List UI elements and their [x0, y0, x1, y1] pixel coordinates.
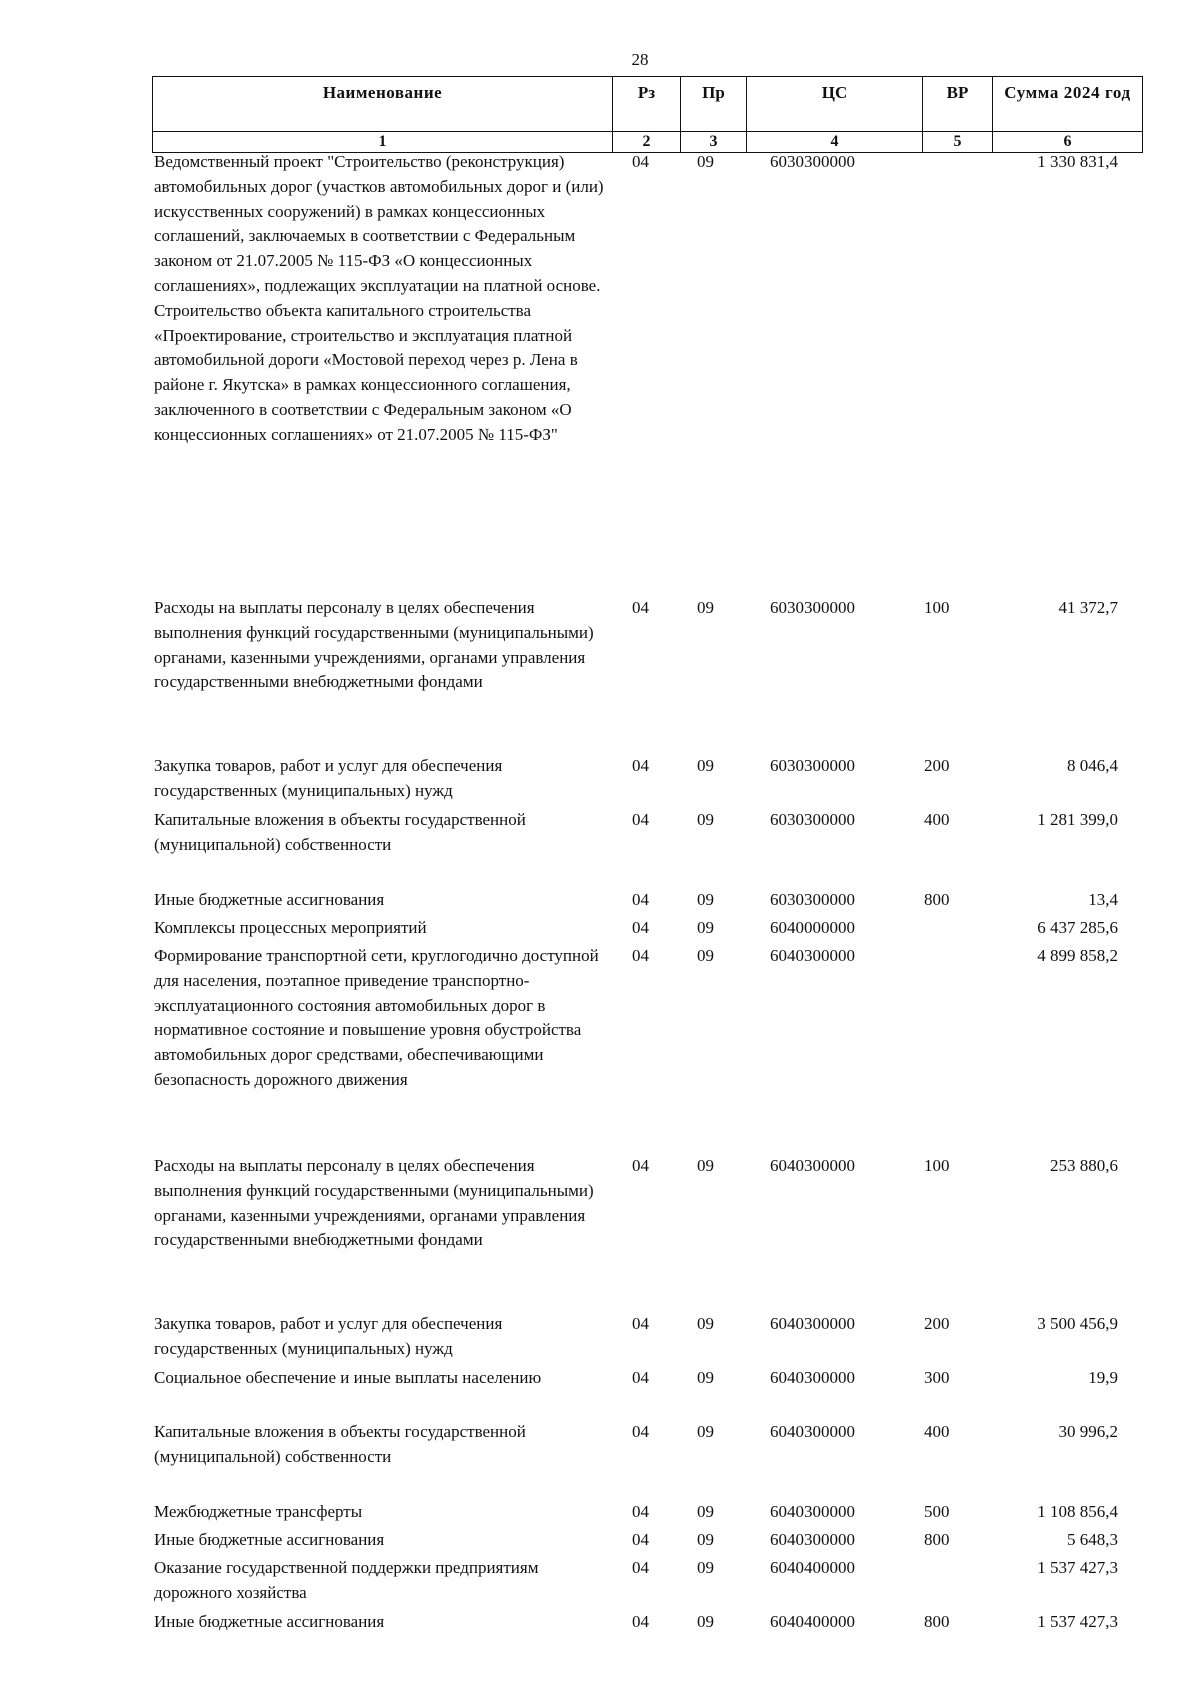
column-header-cs: ЦС	[747, 77, 923, 132]
row-cs: 6030300000	[770, 598, 855, 617]
row-rz: 04	[632, 1502, 649, 1521]
row-vr: 300	[924, 1368, 950, 1387]
row-cs: 6030300000	[770, 890, 855, 909]
row-rz: 04	[632, 152, 649, 171]
column-number: 4	[747, 132, 923, 153]
row-pr: 09	[697, 890, 714, 909]
row-name: Закупка товаров, работ и услуг для обеспечения государственных (муниципальных) нужд	[154, 1314, 503, 1358]
column-number: 5	[923, 132, 993, 153]
row-pr: 09	[697, 1368, 714, 1387]
row-vr: 200	[924, 756, 950, 775]
row-rz: 04	[632, 1612, 649, 1631]
row-vr: 800	[924, 1530, 950, 1549]
row-sum: 19,9	[1088, 1368, 1118, 1387]
row-sum: 253 880,6	[1050, 1156, 1118, 1175]
row-name: Иные бюджетные ассигнования	[154, 1530, 385, 1549]
row-rz: 04	[632, 1558, 649, 1577]
row-name: Социальное обеспечение и иные выплаты населению	[154, 1368, 542, 1387]
column-number: 6	[993, 132, 1143, 153]
row-pr: 09	[697, 1314, 714, 1333]
row-name: Формирование транспортной сети, круглогодично доступной для населения, поэтапное приведение транспортно-эксплуатационного состояния автомобильных дорог в нормативное состояние и повышение уровня обустройства автомобильных дорог средствами, обеспечивающими безопасность дорожного движения	[154, 946, 599, 1089]
row-cs: 6030300000	[770, 756, 855, 775]
row-pr: 09	[697, 1502, 714, 1521]
column-header-rz: Рз	[613, 77, 681, 132]
row-name: Межбюджетные трансферты	[154, 1502, 363, 1521]
row-cs: 6030300000	[770, 810, 855, 829]
row-pr: 09	[697, 918, 714, 937]
row-rz: 04	[632, 1530, 649, 1549]
row-sum: 1 537 427,3	[1037, 1558, 1118, 1577]
page-number: 28	[631, 50, 649, 69]
row-rz: 04	[632, 810, 649, 829]
table-header	[152, 76, 1143, 153]
column-header-sum: Сумма 2024 год	[993, 77, 1143, 132]
row-sum: 5 648,3	[1067, 1530, 1118, 1549]
column-header-name: Наименование	[153, 77, 613, 132]
row-cs: 6030300000	[770, 152, 855, 171]
row-pr: 09	[697, 946, 714, 965]
row-pr: 09	[697, 598, 714, 617]
row-rz: 04	[632, 918, 649, 937]
row-cs: 6040400000	[770, 1558, 855, 1577]
row-name: Ведомственный проект "Строительство (реконструкция) автомобильных дорог (участков автомобильных дорог и (или) искусственных сооружений) в рамках концессионных соглашений, заключаемых в соответствии с Федеральным законом от 21.07.2005 № 115-ФЗ «О концессионных соглашениях», подлежащих эксплуатации на платной основе. Строительство объекта капитального строительства «Проектирование, строительство и эксплуатация платной автомобильной дороги «Мостовой переход через р. Лена в районе г. Якутска» в рамках концессионного соглашения, заключенного в соответствии с Федеральным законом «О концессионных соглашениях» от 21.07.2005 № 115-ФЗ"	[154, 152, 604, 444]
row-rz: 04	[632, 1422, 649, 1441]
row-cs: 6040300000	[770, 1502, 855, 1521]
row-cs: 6040000000	[770, 918, 855, 937]
row-name: Иные бюджетные ассигнования	[154, 1612, 385, 1631]
row-sum: 3 500 456,9	[1037, 1314, 1118, 1333]
row-sum: 1 108 856,4	[1037, 1502, 1118, 1521]
column-number: 3	[681, 132, 747, 153]
row-cs: 6040300000	[770, 1314, 855, 1333]
row-vr: 200	[924, 1314, 950, 1333]
row-name: Оказание государственной поддержки предприятиям дорожного хозяйства	[154, 1558, 539, 1602]
row-pr: 09	[697, 152, 714, 171]
row-sum: 41 372,7	[1058, 598, 1118, 617]
row-vr: 400	[924, 1422, 950, 1441]
row-pr: 09	[697, 1530, 714, 1549]
row-pr: 09	[697, 1612, 714, 1631]
row-name: Капитальные вложения в объекты государственной (муниципальной) собственности	[154, 1422, 526, 1466]
row-vr: 400	[924, 810, 950, 829]
row-cs: 6040300000	[770, 1530, 855, 1549]
row-cs: 6040300000	[770, 1368, 855, 1387]
row-name: Иные бюджетные ассигнования	[154, 890, 385, 909]
row-sum: 8 046,4	[1067, 756, 1118, 775]
row-name: Закупка товаров, работ и услуг для обеспечения государственных (муниципальных) нужд	[154, 756, 503, 800]
row-vr: 800	[924, 890, 950, 909]
row-rz: 04	[632, 890, 649, 909]
row-rz: 04	[632, 946, 649, 965]
row-name: Капитальные вложения в объекты государственной (муниципальной) собственности	[154, 810, 526, 854]
column-number: 1	[153, 132, 613, 153]
row-pr: 09	[697, 810, 714, 829]
row-cs: 6040300000	[770, 1156, 855, 1175]
row-vr: 800	[924, 1612, 950, 1631]
row-name: Комплексы процессных мероприятий	[154, 918, 427, 937]
row-pr: 09	[697, 1558, 714, 1577]
row-pr: 09	[697, 756, 714, 775]
column-header-vr: ВР	[923, 77, 993, 132]
row-sum: 13,4	[1088, 890, 1118, 909]
row-pr: 09	[697, 1156, 714, 1175]
row-cs: 6040400000	[770, 1612, 855, 1631]
row-sum: 4 899 858,2	[1037, 946, 1118, 965]
row-sum: 1 537 427,3	[1037, 1612, 1118, 1631]
row-cs: 6040300000	[770, 946, 855, 965]
row-vr: 100	[924, 598, 950, 617]
row-rz: 04	[632, 1156, 649, 1175]
row-sum: 6 437 285,6	[1037, 918, 1118, 937]
row-sum: 30 996,2	[1058, 1422, 1118, 1441]
row-pr: 09	[697, 1422, 714, 1441]
column-number: 2	[613, 132, 681, 153]
row-rz: 04	[632, 598, 649, 617]
column-header-pr: Пр	[681, 77, 747, 132]
row-vr: 100	[924, 1156, 950, 1175]
row-rz: 04	[632, 1368, 649, 1387]
row-name: Расходы на выплаты персоналу в целях обеспечения выполнения функций государственными (муниципальными) органами, казенными учреждениями, органами управления государственными внебюджетными фондами	[154, 1156, 594, 1250]
row-sum: 1 330 831,4	[1037, 152, 1118, 171]
row-rz: 04	[632, 1314, 649, 1333]
row-cs: 6040300000	[770, 1422, 855, 1441]
row-vr: 500	[924, 1502, 950, 1521]
row-name: Расходы на выплаты персоналу в целях обеспечения выполнения функций государственными (муниципальными) органами, казенными учреждениями, органами управления государственными внебюджетными фондами	[154, 598, 594, 692]
row-sum: 1 281 399,0	[1037, 810, 1118, 829]
row-rz: 04	[632, 756, 649, 775]
